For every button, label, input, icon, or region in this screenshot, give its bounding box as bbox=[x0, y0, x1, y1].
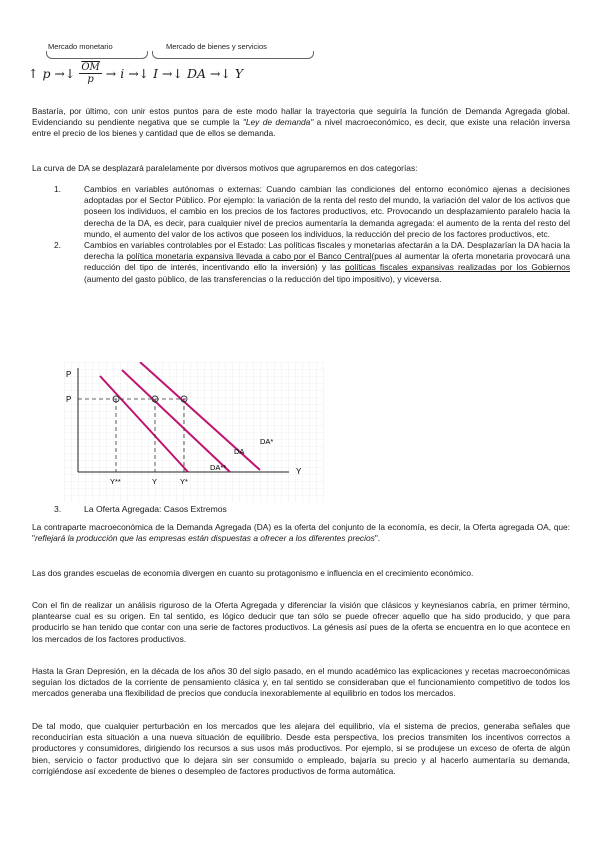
item2-text-b: (pues al aumentar la oferta monetaria provocará una reducción del tipo de interés, incentivando ello la inversión) y las bbox=[84, 251, 570, 273]
label-monetary-market: Mercado monetario bbox=[48, 42, 113, 51]
equation-rest: → i →↓ I →↓ DA →↓ Y bbox=[105, 66, 244, 81]
list-item-text: Cambios en variables autónomas o externas: Cuando cambian las condiciones del entorno económico ajenas a decisiones adoptadas por el Sector Público. Por ejemplo: la variación de la renta del resto del mundo, la variación del valor de los activos que poseen los individuos, el cambio en los precios de los factores productivos, etc. Provocando un desplazamiento paralelo hacia la derecha de la DA, es decir, para cualquier nivel de precios aumentaría la demanda agregada: el aumento de la renta del resto del mundo, el aumento del valor de los activos que poseen los individuos, la reducción del precio de los factores productivos, etc. bbox=[84, 184, 570, 239]
p1-text-after: a nivel macroeconómico, es decir, que existe una relación inversa entre el precio de los bienes y cantidad que de ellos se demanda. bbox=[32, 117, 570, 139]
list-item-number: 1. bbox=[54, 184, 61, 194]
paragraph-equilibrium: De tal modo, que cualquier perturbación en los mercados que les alejara del equilibrio, vía el sistema de precios, generaba señales que reconducirían esta situación a una nueva situación de equilibrio. Desde esta perspectiva, los precios transmiten los incentivos correctos a productores y consumidores, dirigiendo los recursos a sus usos más productivos. Por ejemplo, si se produjese un exceso de oferta de algún bien, servicio o factor productivo que lo dejara sin ser consumido o empleado, bajaría su precio y al hacerlo aumentaría su demanda, corrigiéndose así excedente de bienes o desempleo de factores productivos de forma automática. bbox=[32, 721, 570, 776]
axis-label-y: Y bbox=[296, 467, 302, 476]
monetary-policy-link[interactable]: política monetaria expansiva llevada a cabo por el Banco Central bbox=[126, 251, 372, 262]
list-item-number: 2. bbox=[54, 240, 61, 251]
tick-y: Y bbox=[152, 477, 158, 486]
brace-goods bbox=[152, 51, 314, 59]
paragraph-origin: Con el fin de realizar un análisis riguroso de la Oferta Agregada y diferenciar la visión que clásicos y keynesianos cabría, en primer término, plantearse cual es su origen. En tal sentido, es lógico deducir que tan sólo se puede ofrecer aquello que ha sido producido, y que para producirlo se han tenido que contar con una serie de factores productivos. La génesis así pues de la oferta se encuentra en lo que acontece en los mercados de los factores productivos. bbox=[32, 600, 570, 644]
graph-grid bbox=[64, 362, 324, 502]
axis-label-p: P bbox=[66, 370, 72, 379]
fiscal-policy-link[interactable]: políticas fiscales expansivas realizadas por los Gobiernos bbox=[345, 262, 571, 273]
label-goods-market: Mercado de bienes y servicios bbox=[166, 42, 267, 51]
p1-italic: "Ley de demanda" bbox=[242, 117, 314, 128]
equation-fraction bbox=[79, 62, 101, 85]
equation-header bbox=[28, 42, 328, 112]
equation-start: ↑ p →↓ bbox=[28, 66, 76, 81]
tick-y-star: Y* bbox=[180, 477, 188, 486]
paragraph-aggregate-demand bbox=[32, 106, 570, 140]
item2-text-a: Cambios en variables controlables por el Estado: Las políticas fiscales y monetarias afectarán a la DA. Desplazarían la DA hacia la derecha la bbox=[84, 240, 570, 262]
item2-text-c: (aumento del gasto público, de las transferencias o la reducción del tipo impositivo), y viceversa. bbox=[84, 273, 442, 284]
categories-list bbox=[32, 184, 570, 285]
label-da: DA bbox=[234, 447, 245, 456]
fraction-numerator: $\overline{OM}$ bbox=[81, 62, 100, 73]
p3-end: ". bbox=[374, 533, 381, 544]
paragraph-aggregate-supply bbox=[32, 522, 570, 544]
paragraph-schools: Las dos grandes escuelas de economía divergen en cuanto su protagonismo e influencia en el crecimiento económico. bbox=[32, 568, 474, 578]
equation bbox=[28, 62, 243, 85]
p3-italic: reflejará la producción que las empresas están dispuestas a ofrecer a los diferentes precios bbox=[34, 533, 375, 544]
p1-text-before: Bastaría, por último, con unir estos puntos para de este modo hallar la trayectoria que seguiría la función de Demanda Agregada global. Evidenciando su pendiente negativa que se cumple la bbox=[32, 106, 570, 128]
list-item bbox=[32, 240, 570, 285]
fraction-denominator: p bbox=[87, 74, 94, 85]
price-level-label: P bbox=[66, 395, 72, 404]
label-da-star: DA* bbox=[260, 437, 274, 446]
tick-y-2star: Y** bbox=[110, 477, 121, 486]
da-shift-graph bbox=[64, 362, 324, 502]
brace-monetary bbox=[46, 51, 148, 59]
label-da-2star: DA** bbox=[210, 463, 227, 472]
paragraph-great-depression: Hasta la Gran Depresión, en la década de los años 30 del siglo pasado, en el mundo académico las explicaciones y recetas macroeconómicas seguían los dictados de la corriente de pensamiento clásica y, en tal sentido se consideraban que el funcionamiento competitivo de todos los mercados generaba una flexibilidad de precios que conducía inexorablemente al equilibrio en todos los mercados. bbox=[32, 666, 570, 699]
paragraph-shift-categories: La curva de DA se desplazará paralelamente por diversos motivos que agruparemos en dos categorías: bbox=[32, 163, 418, 173]
list-item bbox=[32, 184, 570, 240]
section-title: La Oferta Agregada: Casos Extremos bbox=[84, 504, 227, 514]
p3-text: La contraparte macroeconómica de la Demanda Agregada (DA) es la oferta del conjunto de la economía, es decir, la Oferta agregada OA, que: " bbox=[32, 522, 570, 544]
section-number: 3. bbox=[54, 504, 62, 514]
